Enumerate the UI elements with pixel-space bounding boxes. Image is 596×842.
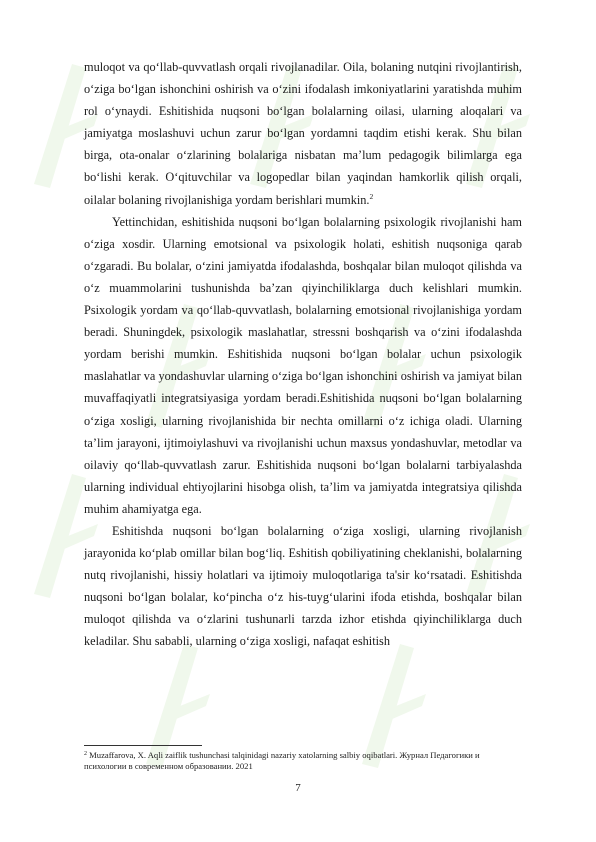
paragraph-1 xyxy=(84,56,522,211)
paragraph-2: Yettinchidan, eshitishida nuqsoni bo‘lgan bolalarning psixologik rivojlanishi ham o‘ziga xosdir. Ularning emotsional va psixologik holati, eshitish nuqsoniga qarab o‘zgaradi. Bu bolalar, o‘zini jamiyatda ifodalashda, boshqalar bilan muloqot qilishda va o‘z muammolarini tushunishda ba’zan qiyinchiliklarga duch kelishlari mumkin. Psixologik yordam va qo‘llab-quvvatlash, bolalarning emotsional rivojlanishiga yordam beradi. Shuningdek, psixologik maslahatlar, stressni boshqarish va o‘zini ifodalashda yordam berishi mumkin. Eshitishida nuqsoni bo‘lgan bolalar uchun psixologik maslahatlar va yondashuvlar ularning o‘ziga bo‘lgan ishonchini oshirish va jamiyat bilan muvaffaqiyatli integratsiyasiga yordam beradi.Eshitishida nuqsoni bo‘lgan bolalarning o‘ziga xosligi, ularning rivojlanishida bir nechta omillarni o‘z ichiga oladi. Ularning ta’lim jarayoni, ijtimoiylashuvi va rivojlanishi uchun maxsus yondashuvlar, metodlar va oilaviy qo‘llab-quvvatlash zarur. Eshitishida nuqsoni bo‘lgan bolalarni tarbiyalashda ularning individual ehtiyojlarini hisobga olish, ta’lim va jamiyatda integratsiya qilishda muhim ahamiyatga ega. xyxy=(84,214,522,516)
paragraph-1-text: muloqot va qo‘llab-quvvatlash orqali rivojlanadilar. Oila, bolaning nutqini rivojlantirish, o‘ziga bo‘lgan ishonchini oshirish va o‘zini ifodalash imkoniyatlarini yaratishda muhim rol o‘ynaydi. Eshitishida nuqsoni bo‘lgan bolalarning oilasi, ularning aloqalari va jamiyatga moslashuvi uchun zarur bo‘lgan yordamni taqdim etishi kerak. Shu bilan birga, ota-onalar o‘zlarining bolalariga nisbatan ma’lum pedagogik bilimlarga ega bo‘lishi kerak. O‘qituvchilar va logopedlar bilan yaqindan hamkorlik qilish orqali, oilalar bolaning rivojlanishiga yordam berishlari mumkin. xyxy=(84,60,522,207)
body-text xyxy=(84,56,522,653)
footnote-text: Muzaffarova, X. Aqli zaiflik tushunchasi talqinidagi nazariy xatolarning salbiy oqibatlari. Журнал Педагогики и психологии в современном образовании. 2021 xyxy=(84,750,480,771)
footnote-marker: 2 xyxy=(84,751,87,757)
page-number: 7 xyxy=(295,782,301,794)
footnote-separator xyxy=(84,745,202,746)
footnote xyxy=(84,750,524,772)
footnote-reference[interactable]: 2 xyxy=(369,191,374,201)
paragraph-3: Eshitishda nuqsoni bo‘lgan bolalarning o‘ziga xosligi, ularning rivojlanish jarayonida ko‘plab omillar bilan bog‘liq. Eshitish qobiliyatining cheklanishi, bolalarning nutq rivojlanishi, hissiy holatlari va ijtimoiy muloqotlariga ta'sir ko‘rsatadi. Eshitishda nuqsoni bo‘lgan bolalar, ko‘pincha o‘z his-tuyg‘ularini ifoda etishda, boshqalar bilan muloqot qilishda va o‘zlarini tushunarli tarzda izhor etishda qiyinchiliklarga duch keladilar. Shu sababli, ularning o‘ziga xosligi, nafaqat eshitish xyxy=(84,523,522,649)
